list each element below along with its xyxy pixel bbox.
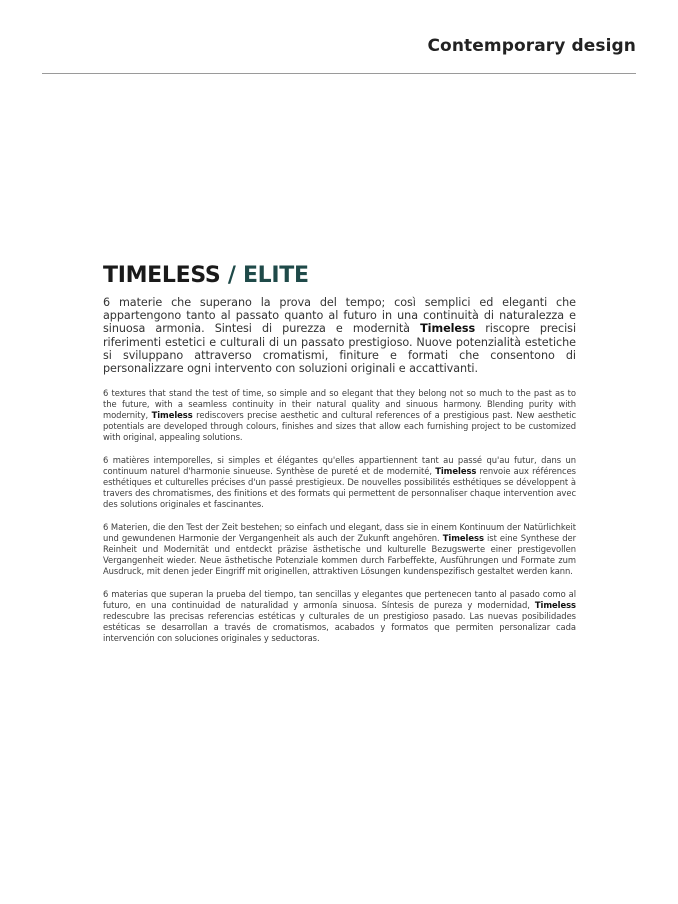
paragraph-english-bold: Timeless xyxy=(151,410,193,421)
paragraph-spanish xyxy=(103,589,576,644)
paragraph-italian-text-2: riscopre precisi riferimenti estetici e culturali di un passato prestigioso. Nuove potenzialità estetiche si sviluppano attraverso cromatismi, finiture e formati che consentono di personalizzare ogni intervento con soluzioni originali e accattivanti. xyxy=(103,322,577,376)
paragraph-english xyxy=(103,388,576,443)
paragraph-french-text-2: renvoie aux références esthétiques et culturelles précises d'un passé prestigieux. De nouvelles possibilités esthétiques se développent à travers des chromatismes, des finitions et des formats qui permettent de personnaliser chaque intervention avec des solutions originales et fascinantes. xyxy=(103,466,576,510)
title-part-elite: ELITE xyxy=(242,263,309,288)
paragraph-french-text-1: 6 matières intemporelles, si simples et élégantes qu'elles appartiennent tant au passé qu'au futur, dans un continuum naturel d'harmonie sinueuse. Synthèse de pureté et de modernité, xyxy=(103,455,576,477)
content-block xyxy=(103,263,576,656)
paragraph-german-bold: Timeless xyxy=(442,533,484,544)
page-header-title: Contemporary design xyxy=(427,36,636,56)
paragraph-italian-bold: Timeless xyxy=(420,322,476,336)
paragraph-german xyxy=(103,522,576,577)
title-part-timeless: TIMELESS xyxy=(103,263,221,288)
paragraph-french-bold: Timeless xyxy=(435,466,477,477)
title-separator: / xyxy=(220,263,243,288)
paragraph-english-text-2: rediscovers precise aesthetic and cultural references of a prestigious past. New aesthetic potentials are developed through colours, finishes and sizes that allow each furnishing project to be customized with original, appealing solutions. xyxy=(103,410,577,443)
paragraph-italian-text-1: 6 materie che superano la prova del tempo; così semplici ed eleganti che appartengono tanto al passato quanto al futuro in una continuità di naturalezza e sinuosa armonia. Sintesi di purezza e modernità xyxy=(103,296,576,336)
paragraph-spanish-text-1: 6 materias que superan la prueba del tiempo, tan sencillas y elegantes que pertenecen tanto al pasado como al futuro, en una continuidad de naturalidad y armonía sinuosa. Síntesis de pureza y modernidad, xyxy=(103,589,576,611)
header-divider xyxy=(42,73,636,74)
section-title xyxy=(103,263,576,288)
paragraph-spanish-bold: Timeless xyxy=(534,600,576,611)
paragraph-spanish-text-2: redescubre las precisas referencias estéticas y culturales de un prestigioso pasado. Las nuevas posibilidades estéticas se desarrollan a través de cromatismos, acabados y formatos que permiten personalizar cada intervención con soluciones originales y seductoras. xyxy=(103,611,576,644)
paragraph-german-text-2: ist eine Synthese der Reinheit und Modernität und entdeckt präzise ästhetische und kulturelle Bezugswerte einer prestigevollen Vergangenheit wieder. Neue ästhetische Potenziale kommen durch Farbeffekte, Ausführungen und Formate zum Ausdruck, mit denen jeder Eingriff mit originellen, attraktiven Lösungen kundenspezifisch gestaltet werden kann. xyxy=(103,533,577,577)
paragraph-french xyxy=(103,455,576,510)
paragraph-italian xyxy=(103,296,576,375)
paragraph-english-text-1: 6 textures that stand the test of time, so simple and so elegant that they belong not so much to the past as to the future, with a seamless continuity in their natural quality and sinuous harmony. Blending purity with modernity, xyxy=(103,388,576,421)
paragraph-german-text-1: 6 Materien, die den Test der Zeit bestehen; so einfach und elegant, dass sie in einem Kontinuum der Natürlichkeit und gewundenen Harmonie der Vergangenheit als auch der Zukunft angehören. xyxy=(103,522,576,544)
